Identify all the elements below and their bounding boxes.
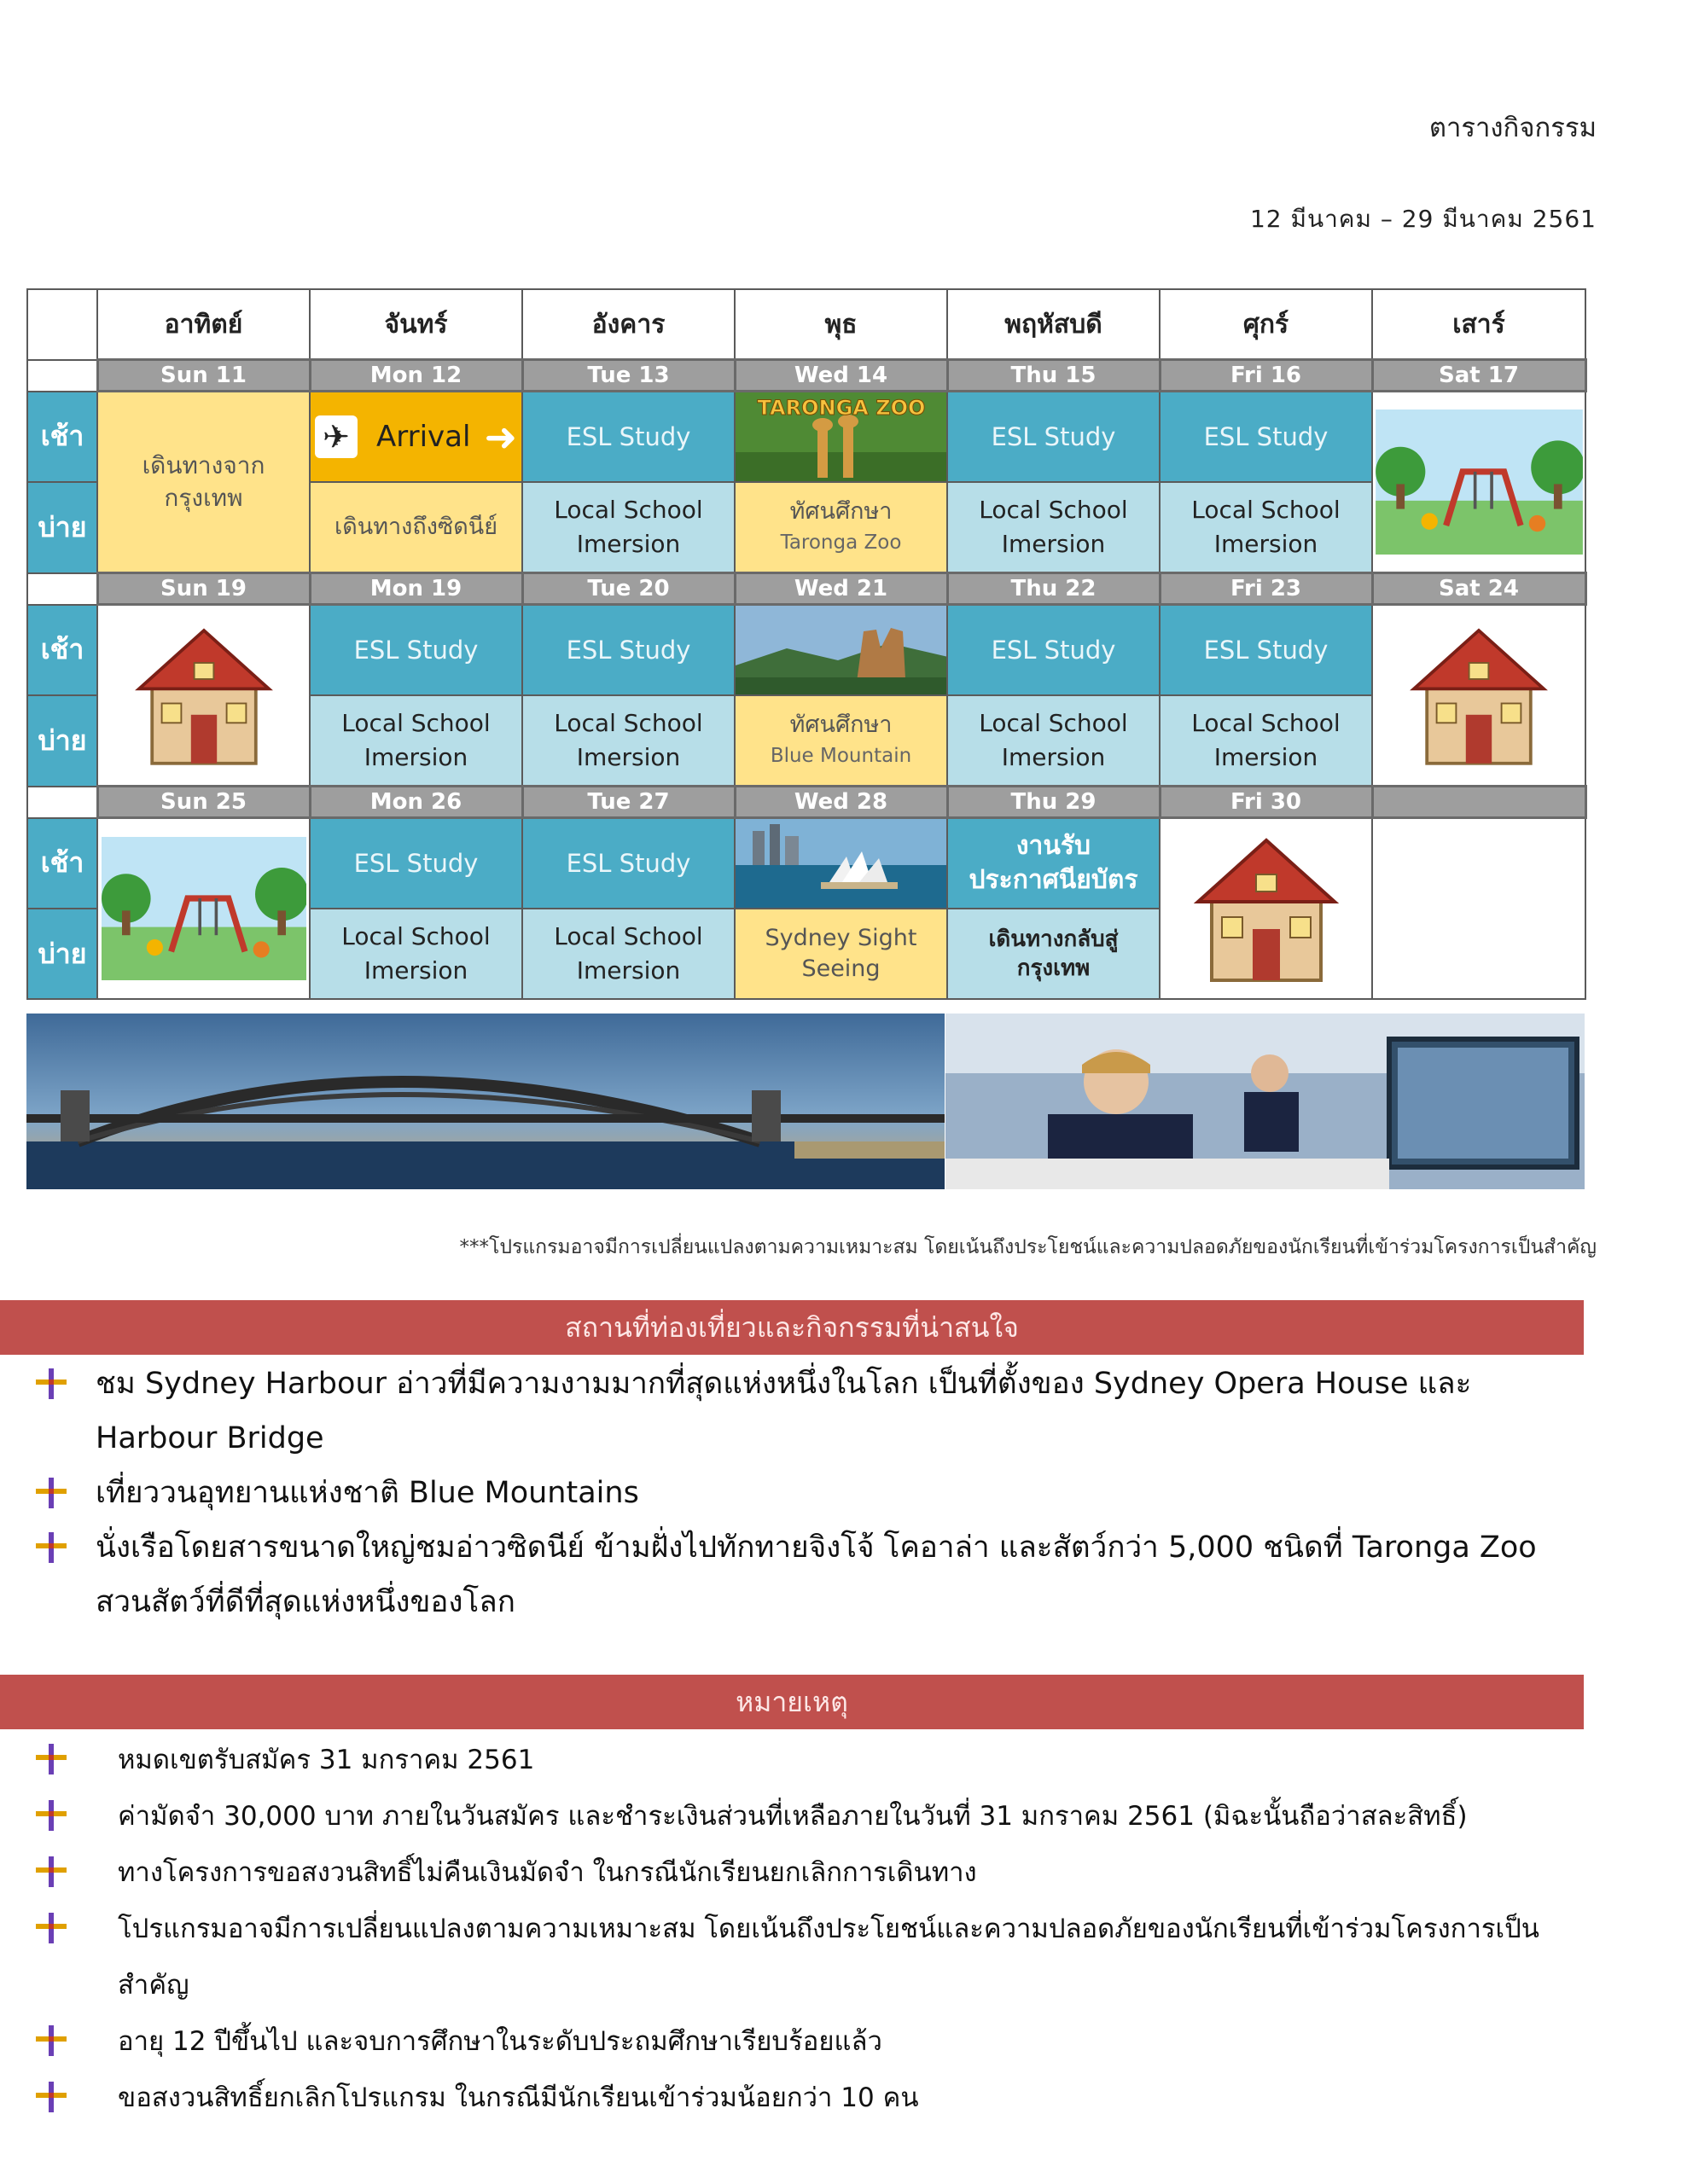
morning-row-week3 — [27, 818, 1585, 909]
list-item: ค่ามัดจำ 30,000 บาท ภายในวันสมัคร และชำระเงินส่วนที่เหลือภายในวันที่ 31 มกราคม 2561 (มิฉะนั้นถือว่าสละสิทธิ์) — [34, 1788, 1570, 1844]
date-cell: Fri 16 — [1160, 360, 1372, 392]
bullet-icon — [34, 1476, 68, 1510]
taronga-zoo-image — [735, 392, 947, 483]
arrow-right-icon: ➜ — [484, 414, 517, 460]
playground-image — [1372, 392, 1585, 573]
bullet-icon — [34, 1742, 68, 1776]
date-cell: Sun 11 — [97, 360, 310, 392]
playground-image — [97, 818, 310, 1000]
row-label-morning: เช้า — [27, 605, 97, 696]
row-label-afternoon: บ่าย — [27, 695, 97, 787]
date-cell: Wed 21 — [735, 573, 947, 605]
bullet-icon — [34, 2024, 68, 2058]
morning-row-week1 — [27, 392, 1585, 483]
attractions-list — [34, 1356, 1570, 1629]
notes-heading: หมายเหตุ — [0, 1675, 1584, 1729]
date-cell: Thu 29 — [947, 787, 1160, 818]
list-item: นั่งเรือโดยสารขนาดใหญ่ชมอ่าวซิดนีย์ ข้ามฝั่งไปทักทายจิงโจ้ โคอาล่า และสัตว์กว่า 5,000 ชนิดที่ Taronga Zoo สวนสัตว์ที่ดีที่สุดแห่งหนึ่งของโลก — [34, 1520, 1580, 1629]
list-item: ขอสงวนสิทธิ์ยกเลิกโปรแกรม ในกรณีมีนักเรียนเข้าร่วมน้อยกว่า 10 คน — [34, 2070, 1570, 2126]
house-image — [1372, 605, 1585, 787]
notes-list — [34, 1732, 1570, 2126]
date-row-blank — [27, 573, 97, 605]
program-change-footnote: ***โปรแกรมอาจมีการเปลี่ยนแปลงตามความเหมาะสม โดยเน้นถึงประโยชน์และความปลอดภัยของนักเรียนที่เข้าร่วมโครงการเป็นสำคัญ — [459, 1236, 1597, 1258]
activity-cell-arrival: ✈ Arrival ➜ — [310, 392, 522, 483]
day-header-wed: พุธ — [735, 289, 947, 360]
zoo-logo-text: TARONGA ZOO — [757, 396, 926, 420]
corner-cell — [27, 289, 97, 360]
list-item: ชม Sydney Harbour อ่าวที่มีความงามมากที่สุดแห่งหนึ่งในโลก เป็นที่ตั้งของ Sydney Opera House และ Harbour Bridge — [34, 1356, 1570, 1466]
empty-cell — [1372, 818, 1585, 1000]
date-range: 12 มีนาคม – 29 มีนาคม 2561 — [1249, 205, 1597, 233]
date-cell: Sat 17 — [1372, 360, 1585, 392]
activity-cell-local-school: Local School Imersion — [522, 909, 735, 999]
row-label-afternoon: บ่าย — [27, 482, 97, 573]
day-header-thu: พฤหัสบดี — [947, 289, 1160, 360]
date-row-week1 — [27, 360, 1585, 392]
airplane-icon: ✈ — [315, 415, 358, 458]
date-cell: Sun 25 — [97, 787, 310, 818]
activity-cell-taronga-trip: ทัศนศึกษา Taronga Zoo — [735, 482, 947, 573]
opera-house-image — [735, 818, 947, 909]
activity-cell-esl: ESL Study — [522, 392, 735, 483]
harbour-bridge-image — [26, 1014, 945, 1189]
list-item: อายุ 12 ปีขึ้นไป และจบการศึกษาในระดับประถมศึกษาเรียบร้อยแล้ว — [34, 2013, 1570, 2070]
students-computer-lab-image — [945, 1014, 1585, 1189]
date-row-week2 — [27, 573, 1585, 605]
activity-cell-esl: ESL Study — [947, 605, 1160, 696]
day-header-row — [27, 289, 1585, 360]
date-cell: Sun 19 — [97, 573, 310, 605]
activity-cell-esl: ESL Study — [310, 605, 522, 696]
bullet-icon — [34, 1855, 68, 1889]
activity-cell-blue-mountain-trip: ทัศนศึกษา Blue Mountain — [735, 695, 947, 787]
activity-cell-local-school: Local School Imersion — [310, 695, 522, 787]
date-cell: Mon 26 — [310, 787, 522, 818]
date-row-week3 — [27, 787, 1585, 818]
date-cell — [1372, 787, 1585, 818]
activity-cell-sydney-sightseeing: Sydney Sight Seeing — [735, 909, 947, 999]
date-cell: Thu 15 — [947, 360, 1160, 392]
activity-cell-travel-from-bangkok: เดินทางจาก กรุงเทพ — [97, 392, 310, 573]
activity-cell-local-school: Local School Imersion — [1160, 695, 1372, 787]
house-image — [1160, 818, 1372, 1000]
date-cell: Tue 20 — [522, 573, 735, 605]
activity-cell-esl: ESL Study — [522, 605, 735, 696]
day-header-sun: อาทิตย์ — [97, 289, 310, 360]
date-cell: Thu 22 — [947, 573, 1160, 605]
list-item: โปรแกรมอาจมีการเปลี่ยนแปลงตามความเหมาะสม โดยเน้นถึงประโยชน์และความปลอดภัยของนักเรียนที่เข้าร่วมโครงการเป็นสำคัญ — [34, 1901, 1570, 2013]
date-cell: Wed 28 — [735, 787, 947, 818]
attractions-heading: สถานที่ท่องเที่ยวและกิจกรรมที่น่าสนใจ — [0, 1300, 1584, 1355]
activity-cell-return-bangkok: เดินทางกลับสู่ กรุงเทพ — [947, 909, 1160, 999]
row-label-morning: เช้า — [27, 818, 97, 909]
day-header-fri: ศุกร์ — [1160, 289, 1372, 360]
blue-mountain-image — [735, 605, 947, 696]
activity-cell-local-school: Local School Imersion — [947, 482, 1160, 573]
bullet-icon — [34, 1798, 68, 1833]
bullet-icon — [34, 1367, 68, 1401]
list-item: หมดเขตรับสมัคร 31 มกราคม 2561 — [34, 1732, 1570, 1788]
day-header-sat: เสาร์ — [1372, 289, 1585, 360]
list-item: ทางโครงการขอสงวนสิทธิ์ไม่คืนเงินมัดจำ ในกรณีนักเรียนยกเลิกการเดินทาง — [34, 1844, 1570, 1901]
photo-strip — [26, 1014, 1585, 1189]
date-cell: Sat 24 — [1372, 573, 1585, 605]
date-cell: Fri 30 — [1160, 787, 1372, 818]
activity-cell-local-school: Local School Imersion — [947, 695, 1160, 787]
day-header-tue: อังคาร — [522, 289, 735, 360]
bullet-icon — [34, 2080, 68, 2114]
date-cell: Tue 27 — [522, 787, 735, 818]
activity-cell-local-school: Local School Imersion — [310, 909, 522, 999]
list-item: เที่ยววนอุทยานแห่งชาติ Blue Mountains — [34, 1466, 1570, 1520]
activity-cell-arrive-sydney: เดินทางถึงซิดนีย์ — [310, 482, 522, 573]
activity-cell-esl: ESL Study — [310, 818, 522, 909]
date-cell: Mon 12 — [310, 360, 522, 392]
row-label-morning: เช้า — [27, 392, 97, 483]
row-label-afternoon: บ่าย — [27, 909, 97, 999]
activity-cell-esl: ESL Study — [1160, 605, 1372, 696]
date-cell: Tue 13 — [522, 360, 735, 392]
activity-cell-esl: ESL Study — [947, 392, 1160, 483]
date-cell: Mon 19 — [310, 573, 522, 605]
date-cell: Fri 23 — [1160, 573, 1372, 605]
page-title: ตารางกิจกรรม — [1428, 113, 1597, 143]
date-row-blank — [27, 787, 97, 818]
activity-cell-local-school: Local School Imersion — [1160, 482, 1372, 573]
activity-cell-local-school: Local School Imersion — [522, 695, 735, 787]
activity-cell-esl: ESL Study — [522, 818, 735, 909]
day-header-mon: จันทร์ — [310, 289, 522, 360]
activity-cell-certificate-ceremony: งานรับประกาศนียบัตร — [947, 818, 1160, 909]
bullet-icon — [34, 1911, 68, 1945]
date-cell: Wed 14 — [735, 360, 947, 392]
activity-cell-esl: ESL Study — [1160, 392, 1372, 483]
morning-row-week2 — [27, 605, 1585, 696]
house-image — [97, 605, 310, 787]
activity-cell-local-school: Local School Imersion — [522, 482, 735, 573]
date-row-blank — [27, 360, 97, 392]
bullet-icon — [34, 1531, 68, 1565]
